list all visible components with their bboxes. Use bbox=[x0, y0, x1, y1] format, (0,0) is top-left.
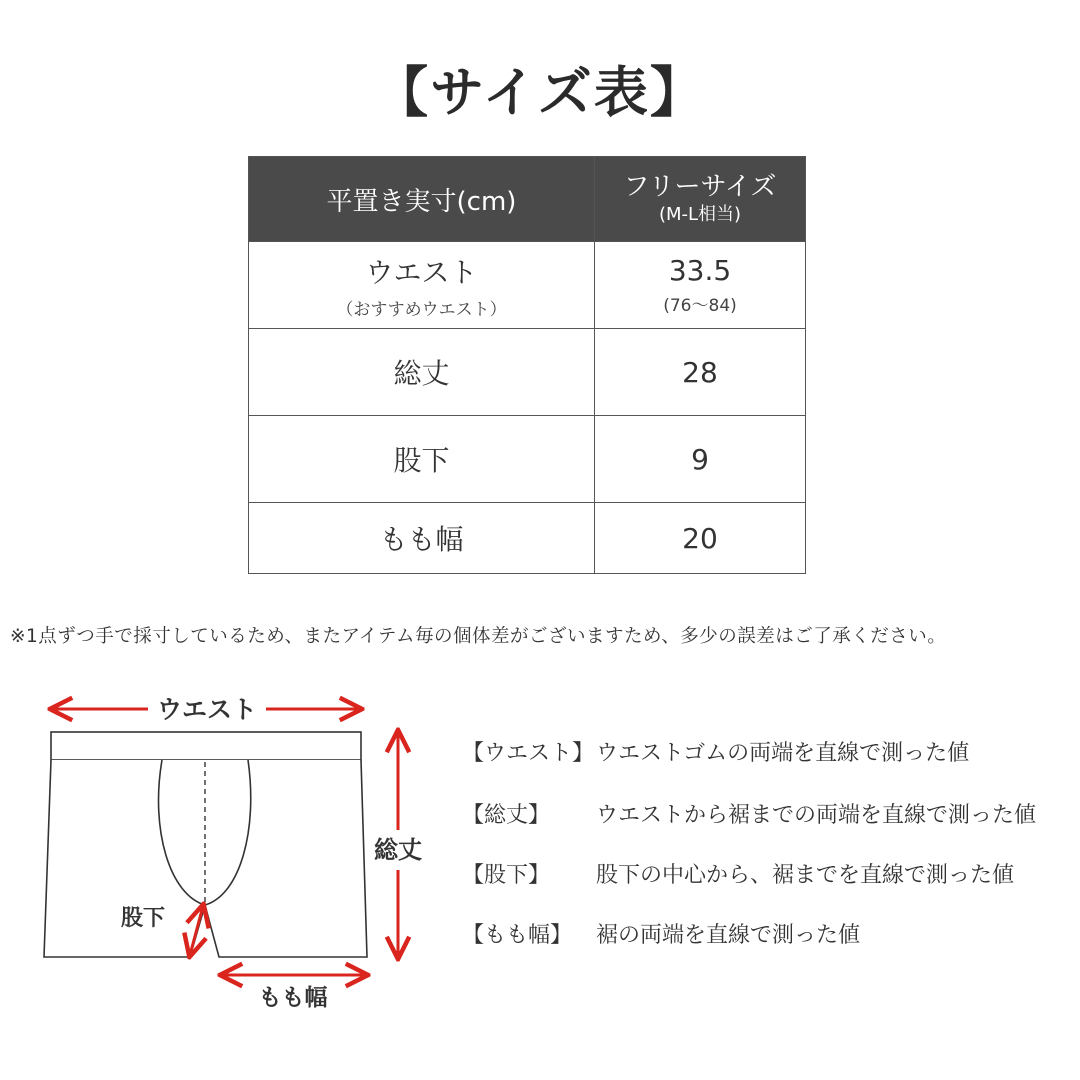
length-label: 総丈 bbox=[374, 836, 422, 864]
definition-desc: ウエストから裾までの両端を直線で測った値 bbox=[596, 803, 1037, 828]
waistband-outline bbox=[51, 732, 361, 760]
measurement-note: ※1点ずつ手で採寸しているため、またアイテム毎の個体差がございますため、多少の誤差はご了承ください。 bbox=[10, 626, 947, 647]
definition-desc: 裾の両端を直線で測った値 bbox=[596, 923, 861, 948]
thigh-label: もも幅 bbox=[258, 985, 328, 1011]
header-measurement: 平置き実寸(cm) bbox=[249, 157, 595, 242]
row-label: 股下 bbox=[249, 416, 595, 503]
row-value-sub: (76～84) bbox=[663, 296, 737, 316]
definition-term: 【股下】 bbox=[462, 863, 551, 888]
header-free-size bbox=[595, 157, 806, 242]
row-value bbox=[595, 242, 806, 329]
measurement-diagram bbox=[0, 680, 460, 1020]
row-label: もも幅 bbox=[249, 503, 595, 574]
definition-desc: ウエストゴムの両端を直線で測った値 bbox=[596, 741, 970, 766]
definition-term: 【総丈】 bbox=[462, 803, 551, 828]
row-label: 総丈 bbox=[249, 329, 595, 416]
row-label-sub: （おすすめウエスト） bbox=[336, 299, 507, 320]
inseam-label: 股下 bbox=[120, 906, 166, 931]
table-row bbox=[249, 329, 806, 416]
row-label bbox=[249, 242, 595, 329]
table-row bbox=[249, 503, 806, 574]
row-value: 20 bbox=[595, 503, 806, 574]
table-row bbox=[249, 242, 806, 329]
definition-term: 【もも幅】 bbox=[462, 923, 573, 948]
definition-desc: 股下の中心から、裾までを直線で測った値 bbox=[596, 863, 1015, 888]
page-title: 【サイズ表】 bbox=[374, 61, 706, 124]
table-row bbox=[249, 416, 806, 503]
waist-label: ウエスト bbox=[156, 695, 258, 724]
header-free-size-sub: (M-L相当) bbox=[658, 204, 742, 225]
row-value-text: 33.5 bbox=[668, 254, 732, 287]
size-table bbox=[248, 156, 806, 574]
definition-term: 【ウエスト】 bbox=[462, 741, 595, 766]
row-label-text: ウエスト bbox=[365, 255, 478, 289]
row-value: 9 bbox=[595, 416, 806, 503]
header-free-size-label: フリーサイズ bbox=[623, 172, 777, 202]
table-header-row bbox=[249, 157, 806, 242]
row-value: 28 bbox=[595, 329, 806, 416]
